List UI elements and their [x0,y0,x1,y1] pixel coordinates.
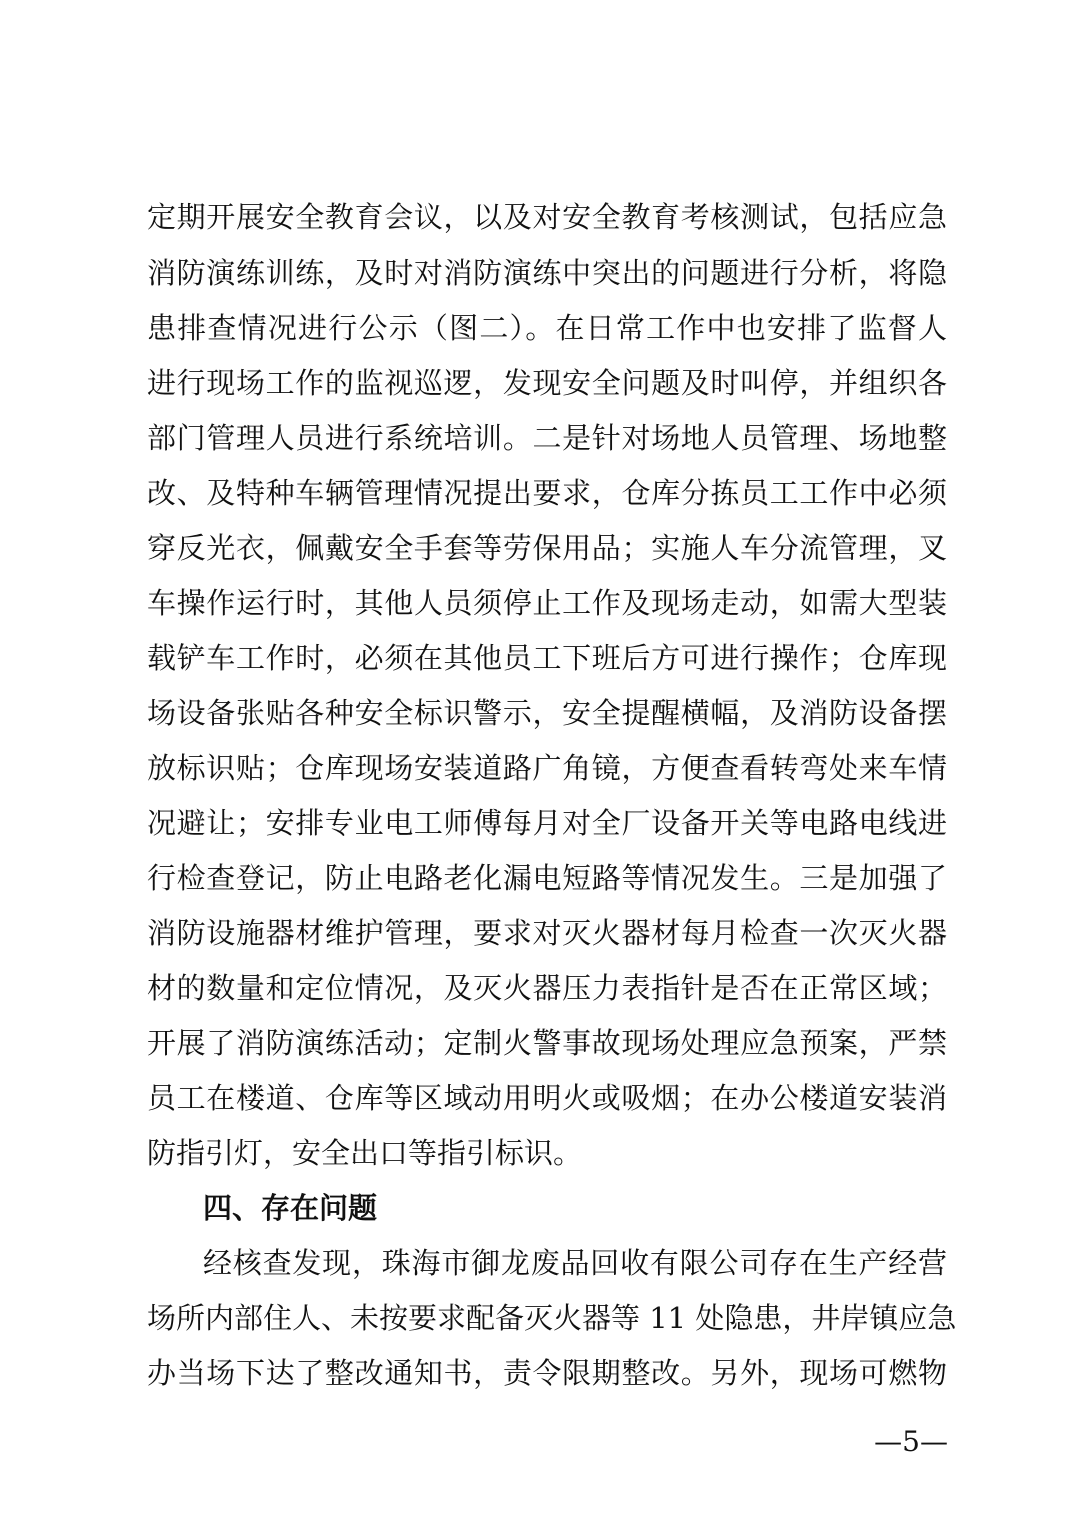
text-line: 放标识贴；仓库现场安装道路广角镜，方便查看转弯处来车情 [147,751,947,785]
text-line: 办当场下达了整改通知书，责令限期整改。另外，现场可燃物 [147,1356,947,1390]
text-line: 患排查情况进行公示（图二）。在日常工作中也安排了监督人 [147,311,947,345]
text-line: 开展了消防演练活动；定制火警事故现场处理应急预案，严禁 [147,1026,947,1060]
text-line: 定期开展安全教育会议，以及对安全教育考核测试，包括应急 [147,200,947,234]
text-line: 场所内部住人、未按要求配备灭火器等 11 处隐患，井岸镇应急 [147,1301,957,1335]
text-line: 改、及特种车辆管理情况提出要求，仓库分拣员工工作中必须 [147,476,947,510]
page-number: —5— [874,1425,948,1458]
text-line: 经核查发现，珠海市御龙废品回收有限公司存在生产经营 [203,1246,947,1280]
text-line: 材的数量和定位情况，及灭火器压力表指针是否在正常区域； [147,971,947,1005]
text-line: 消防演练训练，及时对消防演练中突出的问题进行分析，将隐 [147,256,947,290]
text-line: 消防设施器材维护管理，要求对灭火器材每月检查一次灭火器 [147,916,947,950]
text-line: 况避让；安排专业电工师傅每月对全厂设备开关等电路电线进 [147,806,947,840]
section-heading: 四、存在问题 [203,1191,378,1225]
text-line: 行检查登记，防止电路老化漏电短路等情况发生。三是加强了 [147,861,947,895]
text-line: 进行现场工作的监视巡逻，发现安全问题及时叫停，并组织各 [147,366,947,400]
text-line: 车操作运行时，其他人员须停止工作及现场走动，如需大型装 [147,586,947,620]
text-line: 场设备张贴各种安全标识警示，安全提醒横幅，及消防设备摆 [147,696,947,730]
text-line: 员工在楼道、仓库等区域动用明火或吸烟；在办公楼道安装消 [147,1081,947,1115]
text-line: 穿反光衣，佩戴安全手套等劳保用品；实施人车分流管理，叉 [147,531,947,565]
text-line: 载铲车工作时，必须在其他员工下班后方可进行操作；仓库现 [147,641,947,675]
text-line: 部门管理人员进行系统培训。二是针对场地人员管理、场地整 [147,421,947,455]
text-line: 防指引灯，安全出口等指引标识。 [147,1136,583,1170]
